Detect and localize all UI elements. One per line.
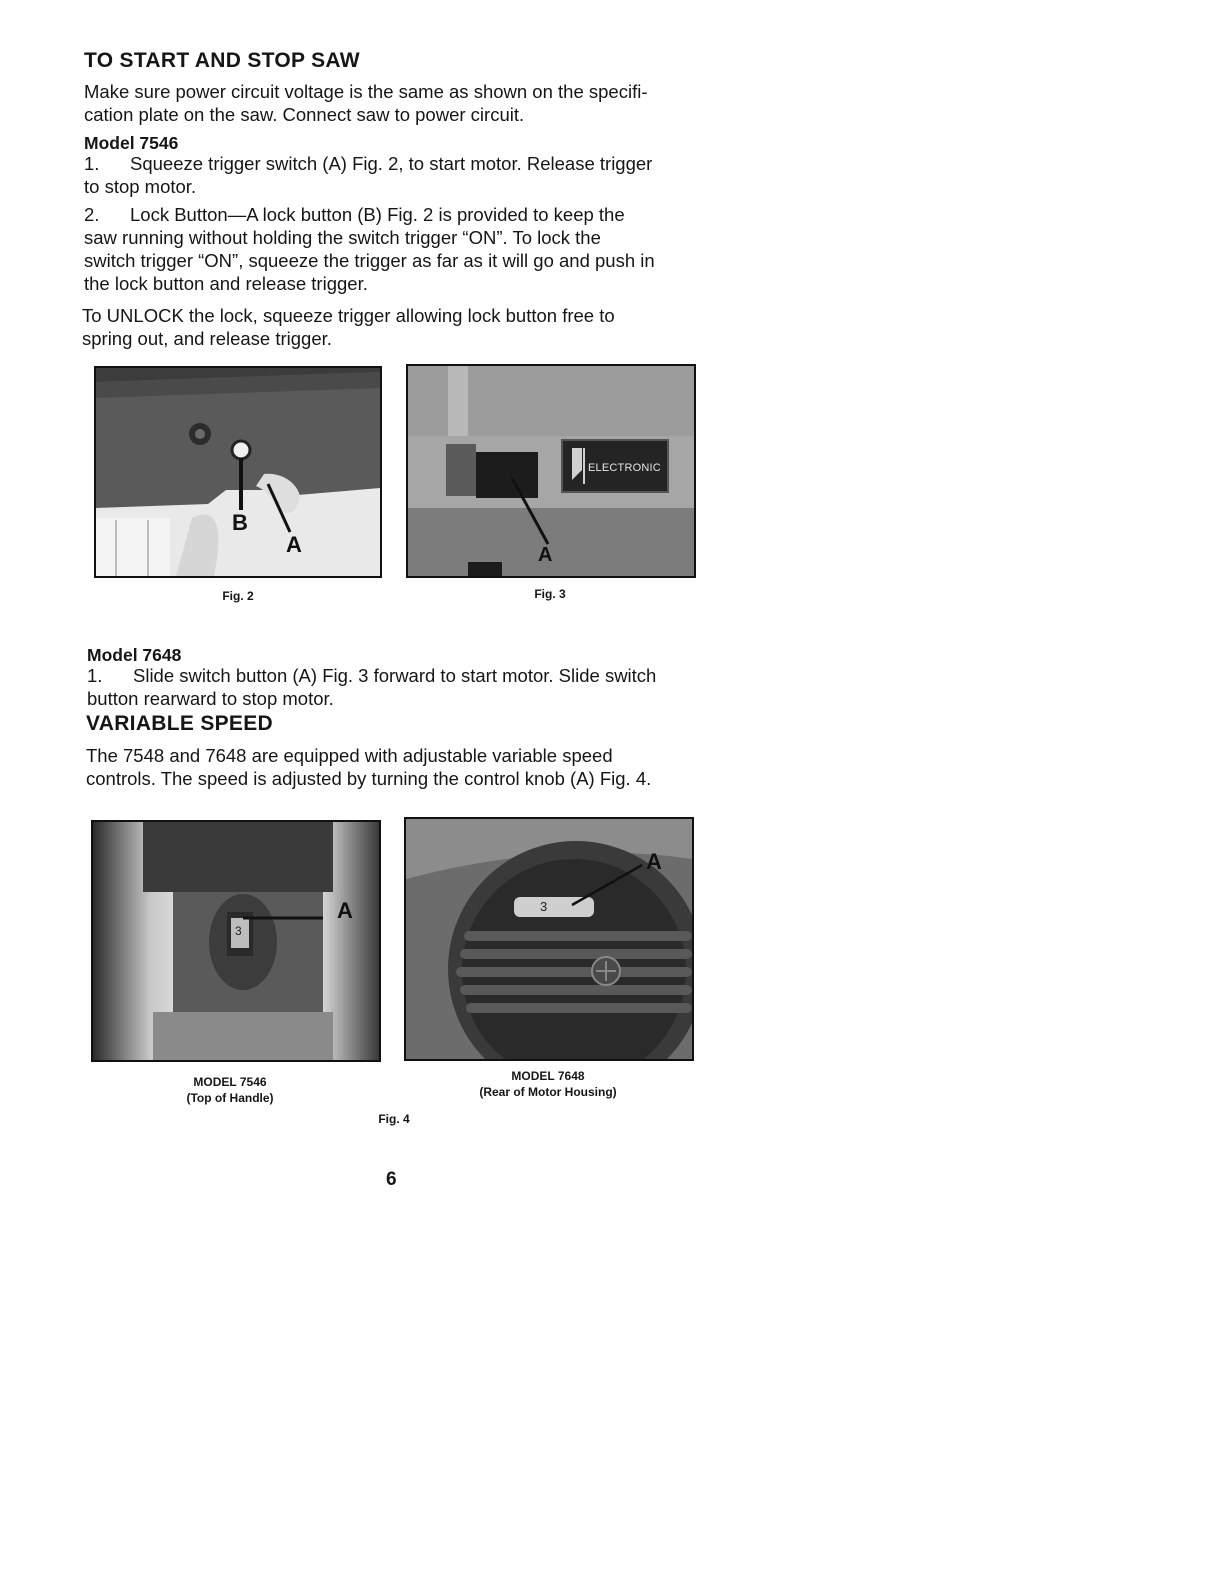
fig-4-left-callout-a: A bbox=[337, 898, 353, 923]
fig-2-caption: Fig. 2 bbox=[222, 589, 254, 603]
fig-4-left-photo bbox=[91, 820, 381, 1062]
item-2-line-4: the lock button and release trigger. bbox=[84, 273, 368, 294]
model-7648-item-1-line-2: button rearward to stop motor. bbox=[87, 688, 334, 709]
model-7648-heading: Model 7648 bbox=[87, 645, 182, 665]
page-number: 6 bbox=[386, 1169, 397, 1190]
item-2-line-1: Lock Button—A lock button (B) Fig. 2 is provided to keep the bbox=[130, 204, 625, 225]
intro-paragraph bbox=[84, 80, 712, 126]
item-2-line-3: switch trigger “ON”, squeeze the trigger as far as it will go and push in bbox=[84, 250, 655, 271]
fig-4-right-photo bbox=[404, 817, 694, 1061]
fig-4-left-caption bbox=[150, 1074, 310, 1106]
model-7648-item-1-number: 1. bbox=[87, 665, 103, 686]
fig-4-right-dial-number: 3 bbox=[540, 899, 548, 914]
item-1-number: 1. bbox=[84, 153, 100, 174]
intro-line-2: cation plate on the saw. Connect saw to power circuit. bbox=[84, 104, 525, 125]
fig-4-right-caption-line-2: (Rear of Motor Housing) bbox=[479, 1085, 617, 1099]
fig-3-electronic-badge-text: ELECTRONIC bbox=[588, 462, 661, 474]
fig-4-left-dial-number: 3 bbox=[235, 924, 242, 938]
fig-4-right-callout-a: A bbox=[646, 849, 662, 874]
fig-3-callout-a: A bbox=[538, 544, 553, 566]
unlock-paragraph bbox=[82, 304, 710, 350]
section-title-variable-speed: VARIABLE SPEED bbox=[86, 712, 274, 735]
fig-2-callout-a: A bbox=[286, 532, 302, 557]
intro-line-1: Make sure power circuit voltage is the same as shown on the specifi- bbox=[84, 81, 648, 102]
model-7546-item-2 bbox=[84, 203, 712, 295]
fig-2-photo bbox=[94, 366, 382, 578]
item-2-line-2: saw running without holding the switch trigger “ON”. To lock the bbox=[84, 227, 601, 248]
fig-3-photo bbox=[406, 364, 696, 578]
fig-4-right-caption-line-1: MODEL 7648 bbox=[511, 1069, 585, 1083]
fig-4-left-illustration bbox=[93, 822, 379, 1060]
model-7546-item-1 bbox=[84, 152, 712, 198]
fig-2-callout-b: B bbox=[232, 510, 248, 535]
unlock-line-1: To UNLOCK the lock, squeeze trigger allowing lock button free to bbox=[82, 305, 615, 326]
item-2-number: 2. bbox=[84, 204, 100, 225]
item-1-line-1: Squeeze trigger switch (A) Fig. 2, to start motor. Release trigger bbox=[130, 153, 653, 174]
model-7546-heading: Model 7546 bbox=[84, 133, 179, 153]
variable-speed-line-2: controls. The speed is adjusted by turning the control knob (A) Fig. 4. bbox=[86, 768, 652, 789]
fig-4-caption: Fig. 4 bbox=[378, 1112, 410, 1126]
variable-speed-line-1: The 7548 and 7648 are equipped with adjustable variable speed bbox=[86, 745, 613, 766]
model-7648-item-1-line-1: Slide switch button (A) Fig. 3 forward to start motor. Slide switch bbox=[133, 665, 657, 686]
fig-4-left-caption-line-2: (Top of Handle) bbox=[186, 1091, 274, 1105]
unlock-line-2: spring out, and release trigger. bbox=[82, 328, 332, 349]
model-7648-item-1 bbox=[87, 664, 713, 710]
fig-4-right-caption bbox=[448, 1068, 648, 1100]
variable-speed-paragraph bbox=[86, 744, 714, 790]
fig-4-left-caption-line-1: MODEL 7546 bbox=[193, 1075, 267, 1089]
fig-3-caption: Fig. 3 bbox=[534, 587, 566, 601]
section-title-start-stop: TO START AND STOP SAW bbox=[84, 49, 360, 72]
fig-2-illustration bbox=[96, 368, 380, 576]
item-1-line-2: to stop motor. bbox=[84, 176, 197, 197]
